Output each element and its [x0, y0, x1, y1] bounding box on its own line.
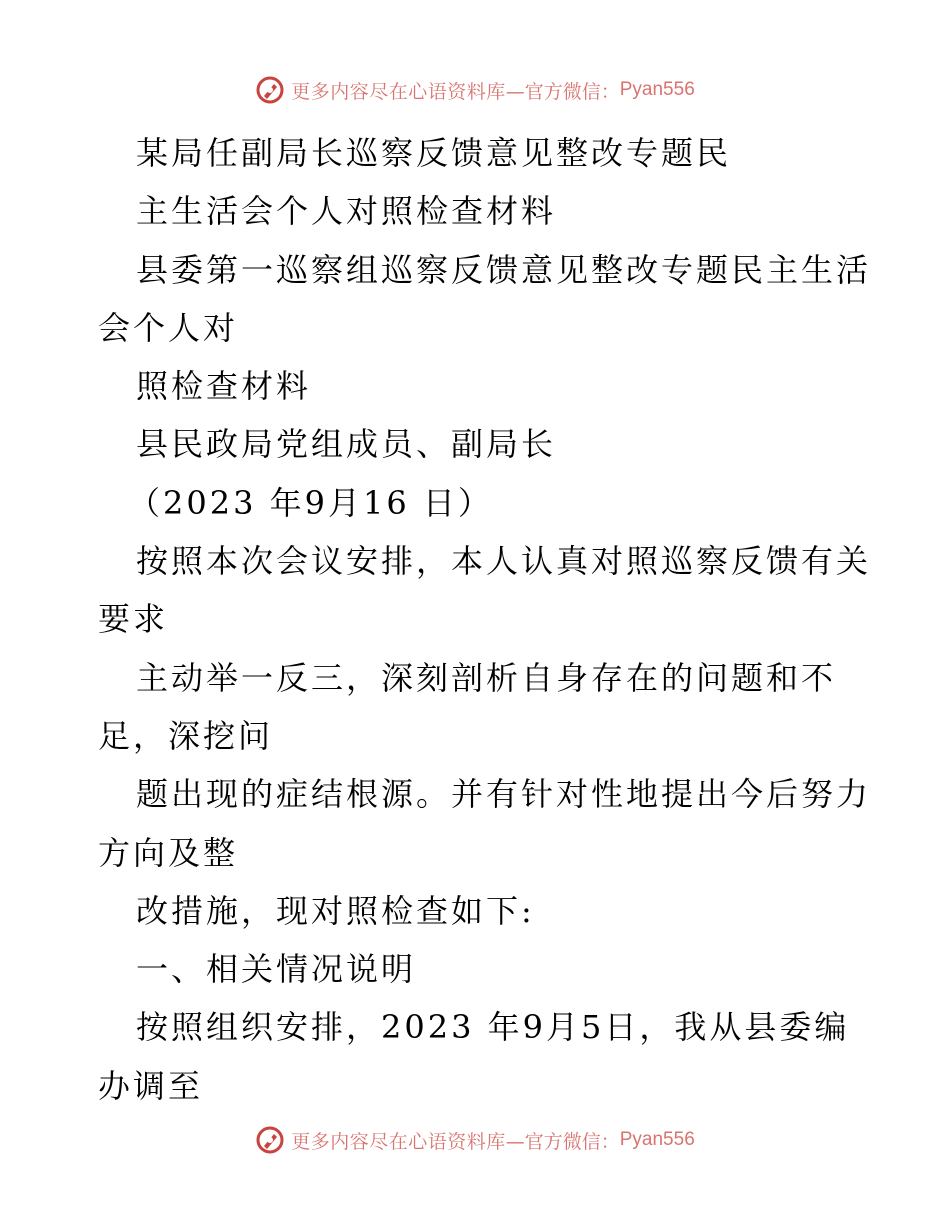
watermark-account: Pyan556 [619, 79, 695, 100]
watermark-separator: —官方微信： [505, 80, 620, 103]
watermark-text: 更多内容尽在心语资料库 [291, 80, 506, 103]
doc-subtitle-line-2: 会个人对 [98, 308, 239, 347]
doc-subtitle-line-1: 县委第一巡察组巡察反馈意见整改专题民主生活 [136, 250, 872, 289]
doc-paragraph-line: 要求 [98, 600, 169, 639]
doc-paragraph-line: 足，深挖问 [98, 716, 274, 755]
doc-title-line-2: 主生活会个人对照检查材料 [136, 192, 557, 231]
doc-paragraph-line: 按照本次会议安排，本人认真对照巡察反馈有关 [136, 542, 872, 581]
document-body [98, 124, 872, 1115]
footer-watermark [0, 1120, 950, 1160]
doc-title-line-1: 某局任副局长巡察反馈意见整改专题民 [136, 134, 732, 172]
doc-paragraph-line: 按照组织安排，2023 年9月5日，我从县委编 [136, 1008, 850, 1047]
doc-paragraph-line: 办调至 [98, 1066, 204, 1105]
pen-logo-icon [255, 1125, 285, 1155]
doc-date: （2023 年9月16 日） [128, 483, 493, 522]
doc-paragraph-line: 方向及整 [98, 833, 239, 872]
watermark-account: Pyan556 [619, 1129, 695, 1150]
doc-section-heading: 一、相关情况说明 [136, 950, 417, 989]
doc-paragraph-line: 主动举一反三，深刻剖析自身存在的问题和不 [136, 658, 837, 697]
doc-author: 县民政局党组成员、副局长 [136, 425, 557, 464]
watermark-text: 更多内容尽在心语资料库 [291, 1130, 506, 1153]
doc-paragraph-line: 改措施，现对照检查如下: [136, 891, 535, 930]
pen-logo-icon [255, 75, 285, 105]
doc-paragraph-line: 题出现的症结根源。并有针对性地提出今后努力 [136, 775, 872, 814]
header-watermark [0, 70, 950, 110]
watermark-separator: —官方微信： [505, 1130, 620, 1153]
doc-subtitle-line-3: 照检查材料 [136, 367, 312, 406]
